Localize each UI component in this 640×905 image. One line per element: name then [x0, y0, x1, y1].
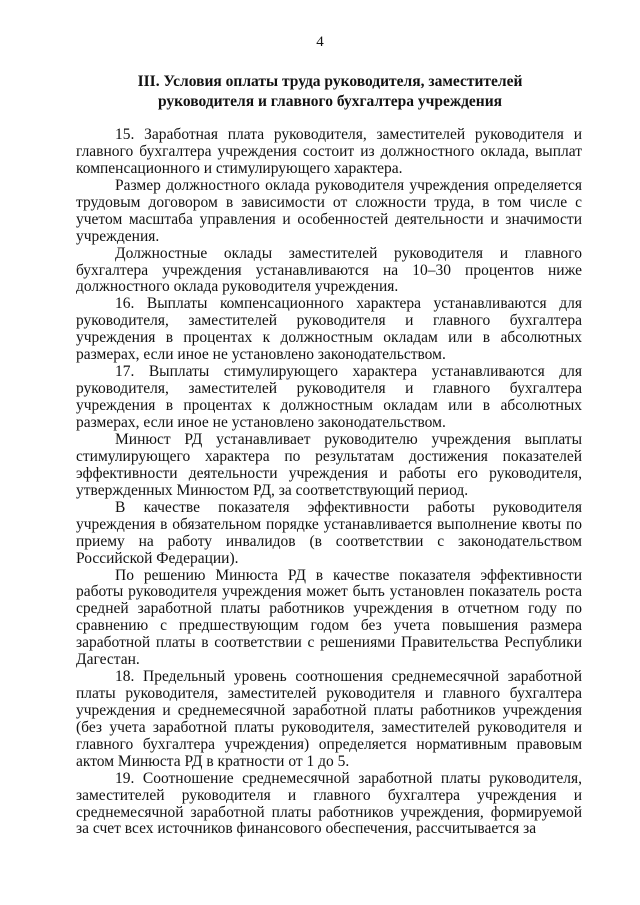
- paragraph-16: 16. Выплаты компенсационного характера устанавливаются для руководителя, заместителей руководителя и главного бухгалтера учреждения в процентах к должностным окладам или в абсолютных размерах, если иное не установлено законодательством.: [76, 295, 582, 364]
- paragraph-incentive-payments: Минюст РД устанавливает руководителю учреждения выплаты стимулирующего характера по результатам достижения показателей эффективности деятельности учреждения и работы его руководителя, утвержденных Минюстом РД, за соответствующий период.: [76, 431, 582, 499]
- paragraph-official-salary: Размер должностного оклада руководителя учреждения определяется трудовым договором в зависимости от сложности труда, в том числе с учетом масштаба управления и особенностей деятельности и значимости учреждения.: [76, 176, 582, 245]
- paragraph-15: 15. Заработная плата руководителя, заместителей руководителя и главного бухгалтера учреждения состоит из должностного оклада, выплат компенсационного и стимулирующего характера.: [76, 126, 582, 177]
- document-body: [76, 127, 582, 838]
- paragraph-17: 17. Выплаты стимулирующего характера устанавливаются для руководителя, заместителей руководителя и главного бухгалтера учреждения в процентах к должностным окладам или в абсолютных размерах, если иное не установлено законодательством.: [76, 363, 582, 431]
- section-heading-line-1: III. Условия оплаты труда руководителя, заместителей: [137, 73, 523, 90]
- paragraph-19: 19. Соотношение среднемесячной заработной платы руководителя, заместителей руководителя и главного бухгалтера учреждения и среднемесячной заработной платы работников учреждения, формируемой за счет всех источников финансового обеспечения, рассчитывается за: [76, 769, 582, 838]
- paragraph-disability-quota: В качестве показателя эффективности работы руководителя учреждения в обязательном порядке устанавливается выполнение квоты по приему на работу инвалидов (в соответствии с законодательством Российской Федерации).: [76, 498, 582, 567]
- paragraph-deputy-salaries: Должностные оклады заместителей руководителя и главного бухгалтера учреждения устанавливаются на 10–30 процентов ниже должностного оклада руководителя учреждения.: [76, 244, 582, 296]
- section-heading: [75, 72, 585, 112]
- paragraph-18: 18. Предельный уровень соотношения среднемесячной заработной платы руководителя, заместителей руководителя и главного бухгалтера учреждения и среднемесячной заработной платы работников учреждения (без учета заработной платы руководителя, заместителей руководителя и главного бухгалтера учреждения) определяется нормативным правовым актом Минюста РД в кратности от 1 до 5.: [76, 668, 582, 770]
- page-number: 4: [316, 34, 324, 50]
- section-heading-line-2: руководителя и главного бухгалтера учреждения: [157, 93, 503, 110]
- paragraph-wage-growth: По решению Минюста РД в качестве показателя эффективности работы руководителя учреждения может быть установлен показатель роста средней заработной платы работников учреждения в отчетном году по сравнению с предшествующим годом без учета повышения размера заработной платы в соответствии с решениями Правительства Республики Дагестан.: [76, 566, 582, 669]
